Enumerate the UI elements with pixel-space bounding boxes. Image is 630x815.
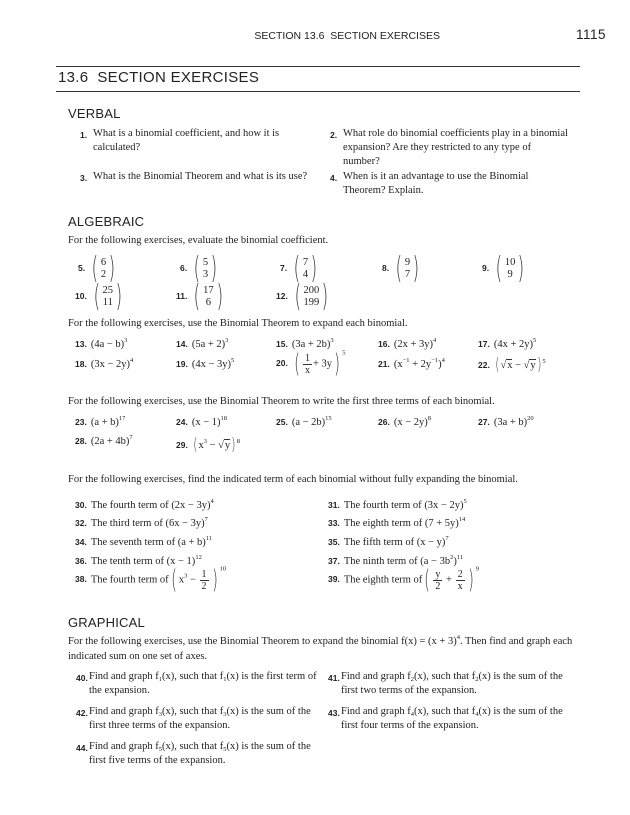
- exercise-38: 38. The fourth term of( $x^3$ − $\frac{1}{2}$ ) $^{10}$: [75, 565, 227, 595]
- exercise-32: 32. The third term of $(6x - 3y)^7$: [75, 516, 208, 529]
- exercise-22: 22. $(√x - √y)^5$: [478, 355, 546, 375]
- exercise-41: 41. Find and graph $f_2(x)$, such that $f_2(x)$ is the sum of the first two terms of the expansion.: [328, 671, 563, 696]
- exercise-26: 26. $(x - 2y)^8$: [378, 415, 431, 428]
- exercise-20: 20. ( $\frac{1}{x}$ + 3y) $^5$: [276, 349, 346, 379]
- exercise-24: 24. $(x - 1)^{18}$: [176, 415, 227, 428]
- exercise-31: 31. The fourth term of $(3x - 2y)^5$: [328, 498, 467, 511]
- exercise-34: 34. The seventh term of $(a + b)^{11}$: [75, 535, 213, 548]
- exercise-14: 14. $(5a + 2)^3$: [176, 337, 229, 350]
- exercise-6: 6. ( 5 3 ): [180, 251, 218, 286]
- exercise-4: 4. When is it an advantage to use the Binomial Theorem? Explain.: [330, 171, 529, 196]
- exercise-18: 18. $(3x - 2y)^4$: [75, 357, 134, 370]
- verbal-heading: VERBAL: [68, 106, 121, 121]
- exercise-3: 3. What is the Binomial Theorem and what is its use?: [80, 171, 308, 183]
- exercise-27: 27. $(3a + b)^{20}$: [478, 415, 534, 428]
- exercise-29: 29. $(x^3 - √y)^8$: [176, 435, 241, 455]
- exercise-39: 39. The eighth term of( $\frac{y}{2}$ + $\frac{2}{x}$ ) $^9$: [328, 565, 479, 595]
- exercise-5: 5. ( 6 2 ): [78, 251, 116, 286]
- exercise-12: 12. ( 200 199 ): [276, 279, 329, 314]
- graphical-heading: GRAPHICAL: [68, 615, 145, 630]
- sqrt-symbol: √: [218, 439, 224, 451]
- title-rule-top: [56, 66, 580, 67]
- exercise-23: 23. $(a + b)^{17}$: [75, 415, 126, 428]
- instruction-expand: For the following exercises, use the Binomial Theorem to expand each binomial.: [68, 318, 408, 329]
- exercise-16: 16. $(2x + 3y)^4$: [378, 337, 437, 350]
- exercise-2: 2. What role do binomial coefficients play in a binomial expansion? Are they restricted to any type of number?: [330, 128, 568, 167]
- exercise-30: 30. The fourth term of $(2x - 3y)^4$: [75, 498, 214, 511]
- instruction-binomial-coefficient: For the following exercises, evaluate the binomial coefficient.: [68, 235, 329, 246]
- exercise-13: 13. $(4a - b)^3$: [75, 337, 128, 350]
- exercise-28: 28. $(2a + 4b)^7$: [75, 434, 133, 447]
- algebraic-heading: ALGEBRAIC: [68, 214, 145, 229]
- running-header: [0, 27, 630, 46]
- exercise-8: 8. ( 9 7 ): [382, 251, 420, 286]
- instruction-graphical: For the following exercises, use the Binomial Theorem to expand the binomial $f(x) = (x + 3)^4$. Then find and graph each indicated sum on one set of axes.: [68, 634, 573, 662]
- running-header-section: SECTION 13.6 SECTION EXERCISES: [254, 30, 440, 42]
- exercise-15: 15. $(3a + 2b)^3$: [276, 337, 334, 350]
- exercise-1: 1. What is a binomial coefficient, and how it is calculated?: [80, 128, 280, 153]
- exercise-10: 10. ( 25 11 ): [75, 279, 123, 314]
- exercise-11: 11. ( 17 6 ): [176, 279, 223, 314]
- exercise-42: 42. Find and graph $f_3(x)$, such that $f_3(x)$ is the sum of the first three terms of the expansion.: [76, 706, 311, 731]
- exercise-17: 17. $(4x + 2y)^5$: [478, 337, 537, 350]
- exercise-25: 25. $(a - 2b)^{15}$: [276, 415, 332, 428]
- exercise-43: 43. Find and graph $f_4(x)$, such that $f_4(x)$ is the sum of the first four terms of the expansion.: [328, 706, 563, 731]
- instruction-indicated-term: For the following exercises, find the indicated term of each binomial without fully expanding the binomial.: [68, 474, 518, 485]
- exercise-33: 33. The eighth term of $(7 + 5y)^{14}$: [328, 516, 466, 529]
- exercise-35: 35. The fifth term of $(x - y)^7$: [328, 535, 449, 548]
- exercise-44: 44. Find and graph $f_5(x)$, such that $f_5(x)$ is the sum of the first five terms of the expansion.: [76, 741, 311, 766]
- exercise-7: 7. ( 7 4 ): [280, 251, 318, 286]
- title-rule-bottom: [56, 91, 580, 92]
- instruction-first-three-terms: For the following exercises, use the Binomial Theorem to write the first three terms of each binomial.: [68, 396, 495, 407]
- page-title: 13.6 SECTION EXERCISES: [58, 69, 260, 86]
- exercise-37: 37. The ninth term of $(a - 3b^2)^{11}$: [328, 554, 464, 567]
- exercise-40: 40. Find and graph $f_1(x)$, such that $f_1(x)$ is the first term of the expansion.: [76, 671, 317, 696]
- exercise-9: 9. ( 10 9 ): [482, 251, 525, 286]
- sqrt-symbol: √: [523, 359, 530, 371]
- exercise-36: 36. The tenth term of $(x - 1)^{12}$: [75, 554, 202, 567]
- page-number: 1115: [575, 27, 606, 42]
- exercise-21: 21. $(x^{-1} + 2y^{-1})^4$: [378, 357, 445, 370]
- sqrt-symbol: √: [500, 359, 507, 371]
- exercise-19: 19. $(4x - 3y)^5$: [176, 357, 235, 370]
